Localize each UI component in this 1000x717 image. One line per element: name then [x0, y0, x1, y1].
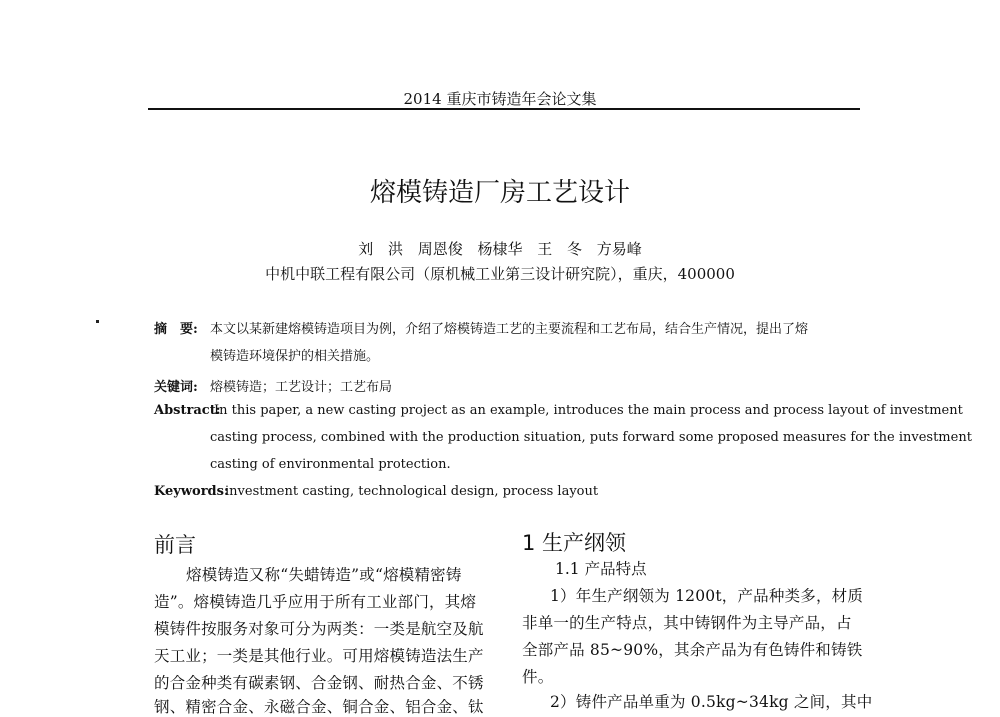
abstract-en-label: Abstract:: [154, 403, 221, 418]
body-line: 1）年生产纲领为 1200t，产品种类多，材质: [550, 587, 864, 605]
keywords-cn-text: 熔模铸造；工艺设计；工艺布局: [210, 380, 393, 395]
body-line: 熔模铸造又称“失蜡铸造”或“熔模精密铸: [186, 566, 462, 584]
section-heading-production: 1 生产纲领: [522, 531, 627, 555]
abstract-cn-line: 本文以某新建熔模铸造项目为例，介绍了熔模铸造工艺的主要流程和工艺布局，结合生产情况，提出了熔: [210, 322, 809, 337]
body-line: 件。: [522, 668, 554, 686]
abstract-cn-label: 摘 要:: [154, 322, 198, 337]
body-line: 钢、精密合金、永磁合金、铜合金、铝合金、钛: [154, 698, 484, 716]
subsection-heading: 1.1 产品特点: [555, 560, 647, 578]
body-line: 2）铸件产品单重为 0.5kg~34kg 之间，其中: [550, 693, 873, 711]
body-line: 造”。熔模铸造几乎应用于所有工业部门，其熔: [154, 593, 477, 611]
body-line: 全部产品 85~90%，其余产品为有色铸件和铸铁: [522, 641, 863, 659]
header-rule: [148, 108, 860, 110]
keywords-cn-label: 关键词:: [154, 380, 198, 395]
keywords-en-label: Keywords:: [154, 484, 229, 499]
body-line: 天工业；一类是其他行业。可用熔模铸造法生产: [154, 647, 484, 665]
running-header: 2014 重庆市铸造年会论文集: [403, 90, 597, 108]
author-line: 刘 洪 周恩俊 杨棣华 王 冬 方易峰: [358, 240, 642, 258]
section-heading-preface: 前言: [154, 533, 196, 557]
body-line: 的合金种类有碳素钢、合金钢、耐热合金、不锈: [154, 674, 484, 692]
body-line: 模铸件按服务对象可分为两类：一类是航空及航: [154, 620, 484, 638]
abstract-en-line: In this paper, a new casting project as an example, introduces the main process and process layout of investment: [214, 403, 963, 418]
affiliation: 中机中联工程有限公司（原机械工业第三设计研究院），重庆，400000: [265, 265, 735, 283]
scan-speck: [96, 320, 99, 323]
abstract-cn-line: 模铸造环境保护的相关措施。: [210, 349, 380, 364]
keywords-en-text: investment casting, technological design, process layout: [225, 484, 599, 499]
paper-title: 熔模铸造厂房工艺设计: [369, 178, 630, 208]
abstract-en-line: casting process, combined with the production situation, puts forward some proposed measures for the investment: [210, 430, 972, 445]
body-line: 非单一的生产特点，其中铸钢件为主导产品，占: [522, 614, 852, 632]
abstract-en-line: casting of environmental protection.: [210, 457, 451, 472]
